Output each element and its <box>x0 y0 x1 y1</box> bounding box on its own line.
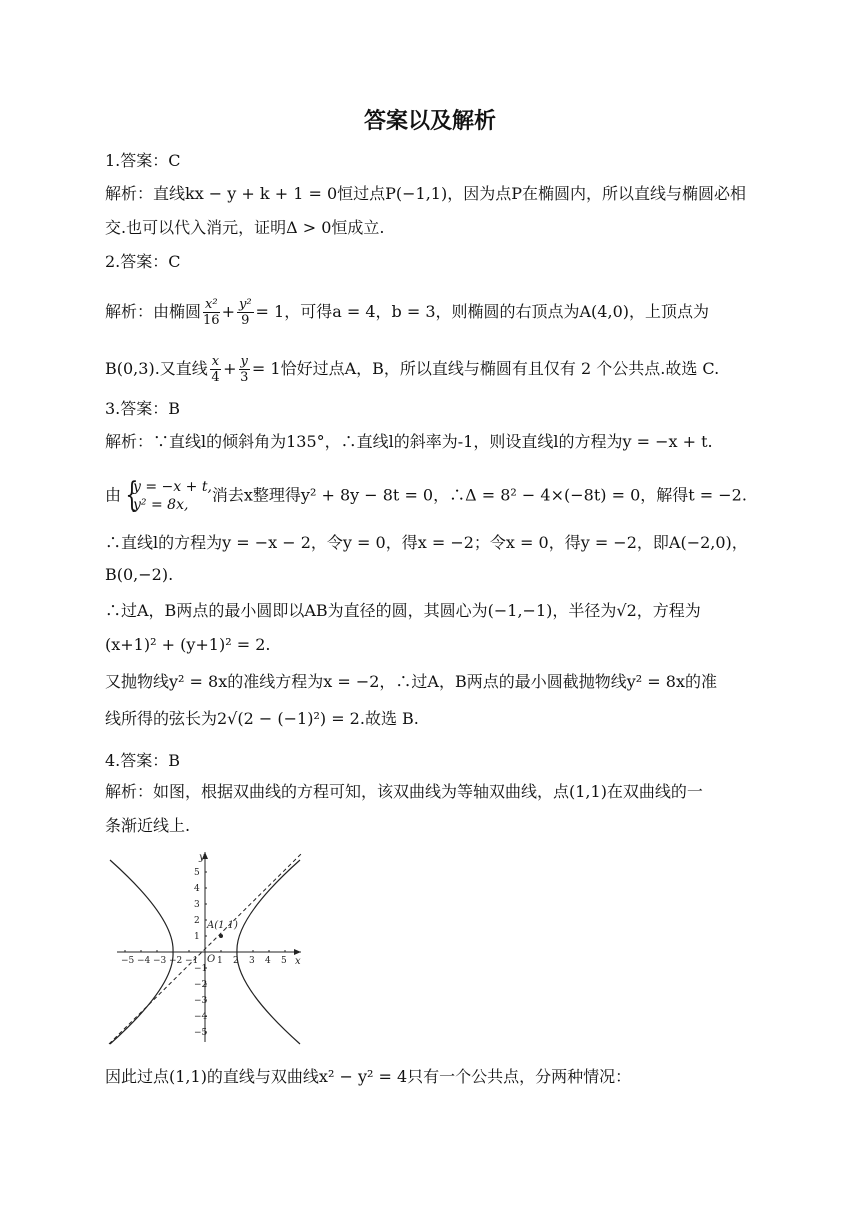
x-tick-label: −4 <box>137 956 151 966</box>
point-A-label: A(1,1) <box>207 920 238 931</box>
q3-analysis-line1: 解析：∵直线l的倾斜角为135°，∴直线l的斜率为-1，则设直线l的方程为y = −x + t. <box>105 432 713 451</box>
x-tick-label: 3 <box>249 956 255 966</box>
q2-analysis-line2 <box>105 354 755 385</box>
y-tick-label: 2 <box>194 916 200 926</box>
frac-denominator: 4 <box>211 370 220 385</box>
x-tick-label: 4 <box>265 956 271 966</box>
q1-analysis-line2: 交.也可以代入消元，证明Δ > 0恒成立. <box>105 218 385 237</box>
left-brace: { <box>125 475 139 515</box>
plus-sign: + <box>221 302 235 321</box>
y-tick-label: 1 <box>194 932 200 942</box>
q4-answer: 4.答案：B <box>105 751 181 770</box>
q1-answer: 1.答案：C <box>105 151 181 170</box>
fraction-y2-9 <box>237 297 254 328</box>
frac-denominator: 16 <box>203 313 220 328</box>
x-tick-label: −5 <box>121 956 135 966</box>
fraction-x-4 <box>210 354 221 385</box>
q3-analysis-line3: ∴直线l的方程为y = −x − 2，令y = 0，得x = −2；令x = 0，得y = −2，即A(−2,0)， <box>105 533 748 552</box>
frac-numerator: x <box>211 354 220 369</box>
frac-numerator: y <box>240 354 248 369</box>
frac-denominator: 9 <box>241 313 250 328</box>
q3-analysis-line8: 线所得的弦长为2√(2 − (−1)²) = 2.故选 B. <box>105 709 419 728</box>
system-row-2: y² = 8x, <box>133 497 189 513</box>
y-tick-label: −4 <box>194 1012 208 1022</box>
y-tick-label: −1 <box>194 964 208 974</box>
q2-text-a: 解析：由椭圆 <box>105 302 202 321</box>
point-A <box>219 934 223 938</box>
y-tick-label: −2 <box>194 980 208 990</box>
q3-text-a: 由 <box>105 485 122 505</box>
page-title: 答案以及解析 <box>363 109 496 134</box>
q3-analysis-line5: ∴过A，B两点的最小圆即以AB为直径的圆，其圆心为(−1,−1)，半径为√2，方程为 <box>105 601 701 620</box>
fraction-x2-16 <box>203 297 220 328</box>
axis-ticks <box>121 868 287 1038</box>
y-tick-label: 5 <box>194 868 200 878</box>
y-tick-label: 4 <box>194 884 200 894</box>
q4-after-figure: 因此过点(1,1)的直线与双曲线x² − y² = 4只有一个公共点，分两种情况： <box>105 1067 632 1086</box>
y-axis-label: y <box>199 852 205 863</box>
frac-numerator: y² <box>238 297 252 312</box>
plus-sign: + <box>223 359 237 378</box>
origin-label: O <box>207 954 216 965</box>
q4-analysis-line1: 解析：如图，根据双曲线的方程可知，该双曲线为等轴双曲线，点(1,1)在双曲线的一 <box>105 782 703 801</box>
frac-numerator: x² <box>205 297 218 312</box>
hyperbola-figure <box>105 848 305 1046</box>
y-tick-label: −5 <box>194 1028 208 1038</box>
x-tick-label: 1 <box>217 956 223 966</box>
x-tick-label: −1 <box>185 956 199 966</box>
q1-analysis-line1: 解析：直线kx − y + k + 1 = 0恒过点P(−1,1)，因为点P在椭圆内，所以直线与椭圆必相 <box>105 184 746 203</box>
q3-analysis-line4: B(0,−2). <box>105 565 174 584</box>
q2-analysis-line1 <box>105 297 755 328</box>
q3-analysis-line7: 又抛物线y² = 8x的准线方程为x = −2，∴过A，B两点的最小圆截抛物线y² = 8x的准 <box>105 672 717 691</box>
x-axis-label: x <box>295 956 301 967</box>
y-tick-label: 3 <box>194 900 200 910</box>
q3-text-b: 消去x整理得y² + 8y − 8t = 0，∴Δ = 8² − 4×(−8t) = 0，解得t = −2. <box>211 485 747 505</box>
x-tick-label: −2 <box>169 956 183 966</box>
equation-system <box>121 475 212 515</box>
q2-text-d: = 1恰好过点A，B，所以直线与椭圆有且仅有 2 个公共点.故选 C. <box>251 359 720 378</box>
x-tick-label: 5 <box>281 956 287 966</box>
q3-analysis-line2 <box>105 475 755 515</box>
x-tick-label: 2 <box>233 956 239 966</box>
q3-analysis-line6: (x+1)² + (y+1)² = 2. <box>105 635 271 654</box>
fraction-y-3 <box>239 354 250 385</box>
frac-denominator: 3 <box>240 370 249 385</box>
x-tick-label: −3 <box>153 956 167 966</box>
q3-answer: 3.答案：B <box>105 399 181 418</box>
q2-answer: 2.答案：C <box>105 252 181 271</box>
q2-text-b: = 1，可得a = 4，b = 3，则椭圆的右顶点为A(4,0)，上顶点为 <box>255 302 709 321</box>
q2-text-c: B(0,3).又直线 <box>105 359 208 378</box>
q4-analysis-line2: 条渐近线上. <box>105 816 191 835</box>
hyperbola-graph <box>105 848 305 1046</box>
system-row-1: y = −x + t, <box>133 479 212 495</box>
y-tick-label: −3 <box>194 996 208 1006</box>
x-axis-arrow-icon <box>294 949 301 955</box>
